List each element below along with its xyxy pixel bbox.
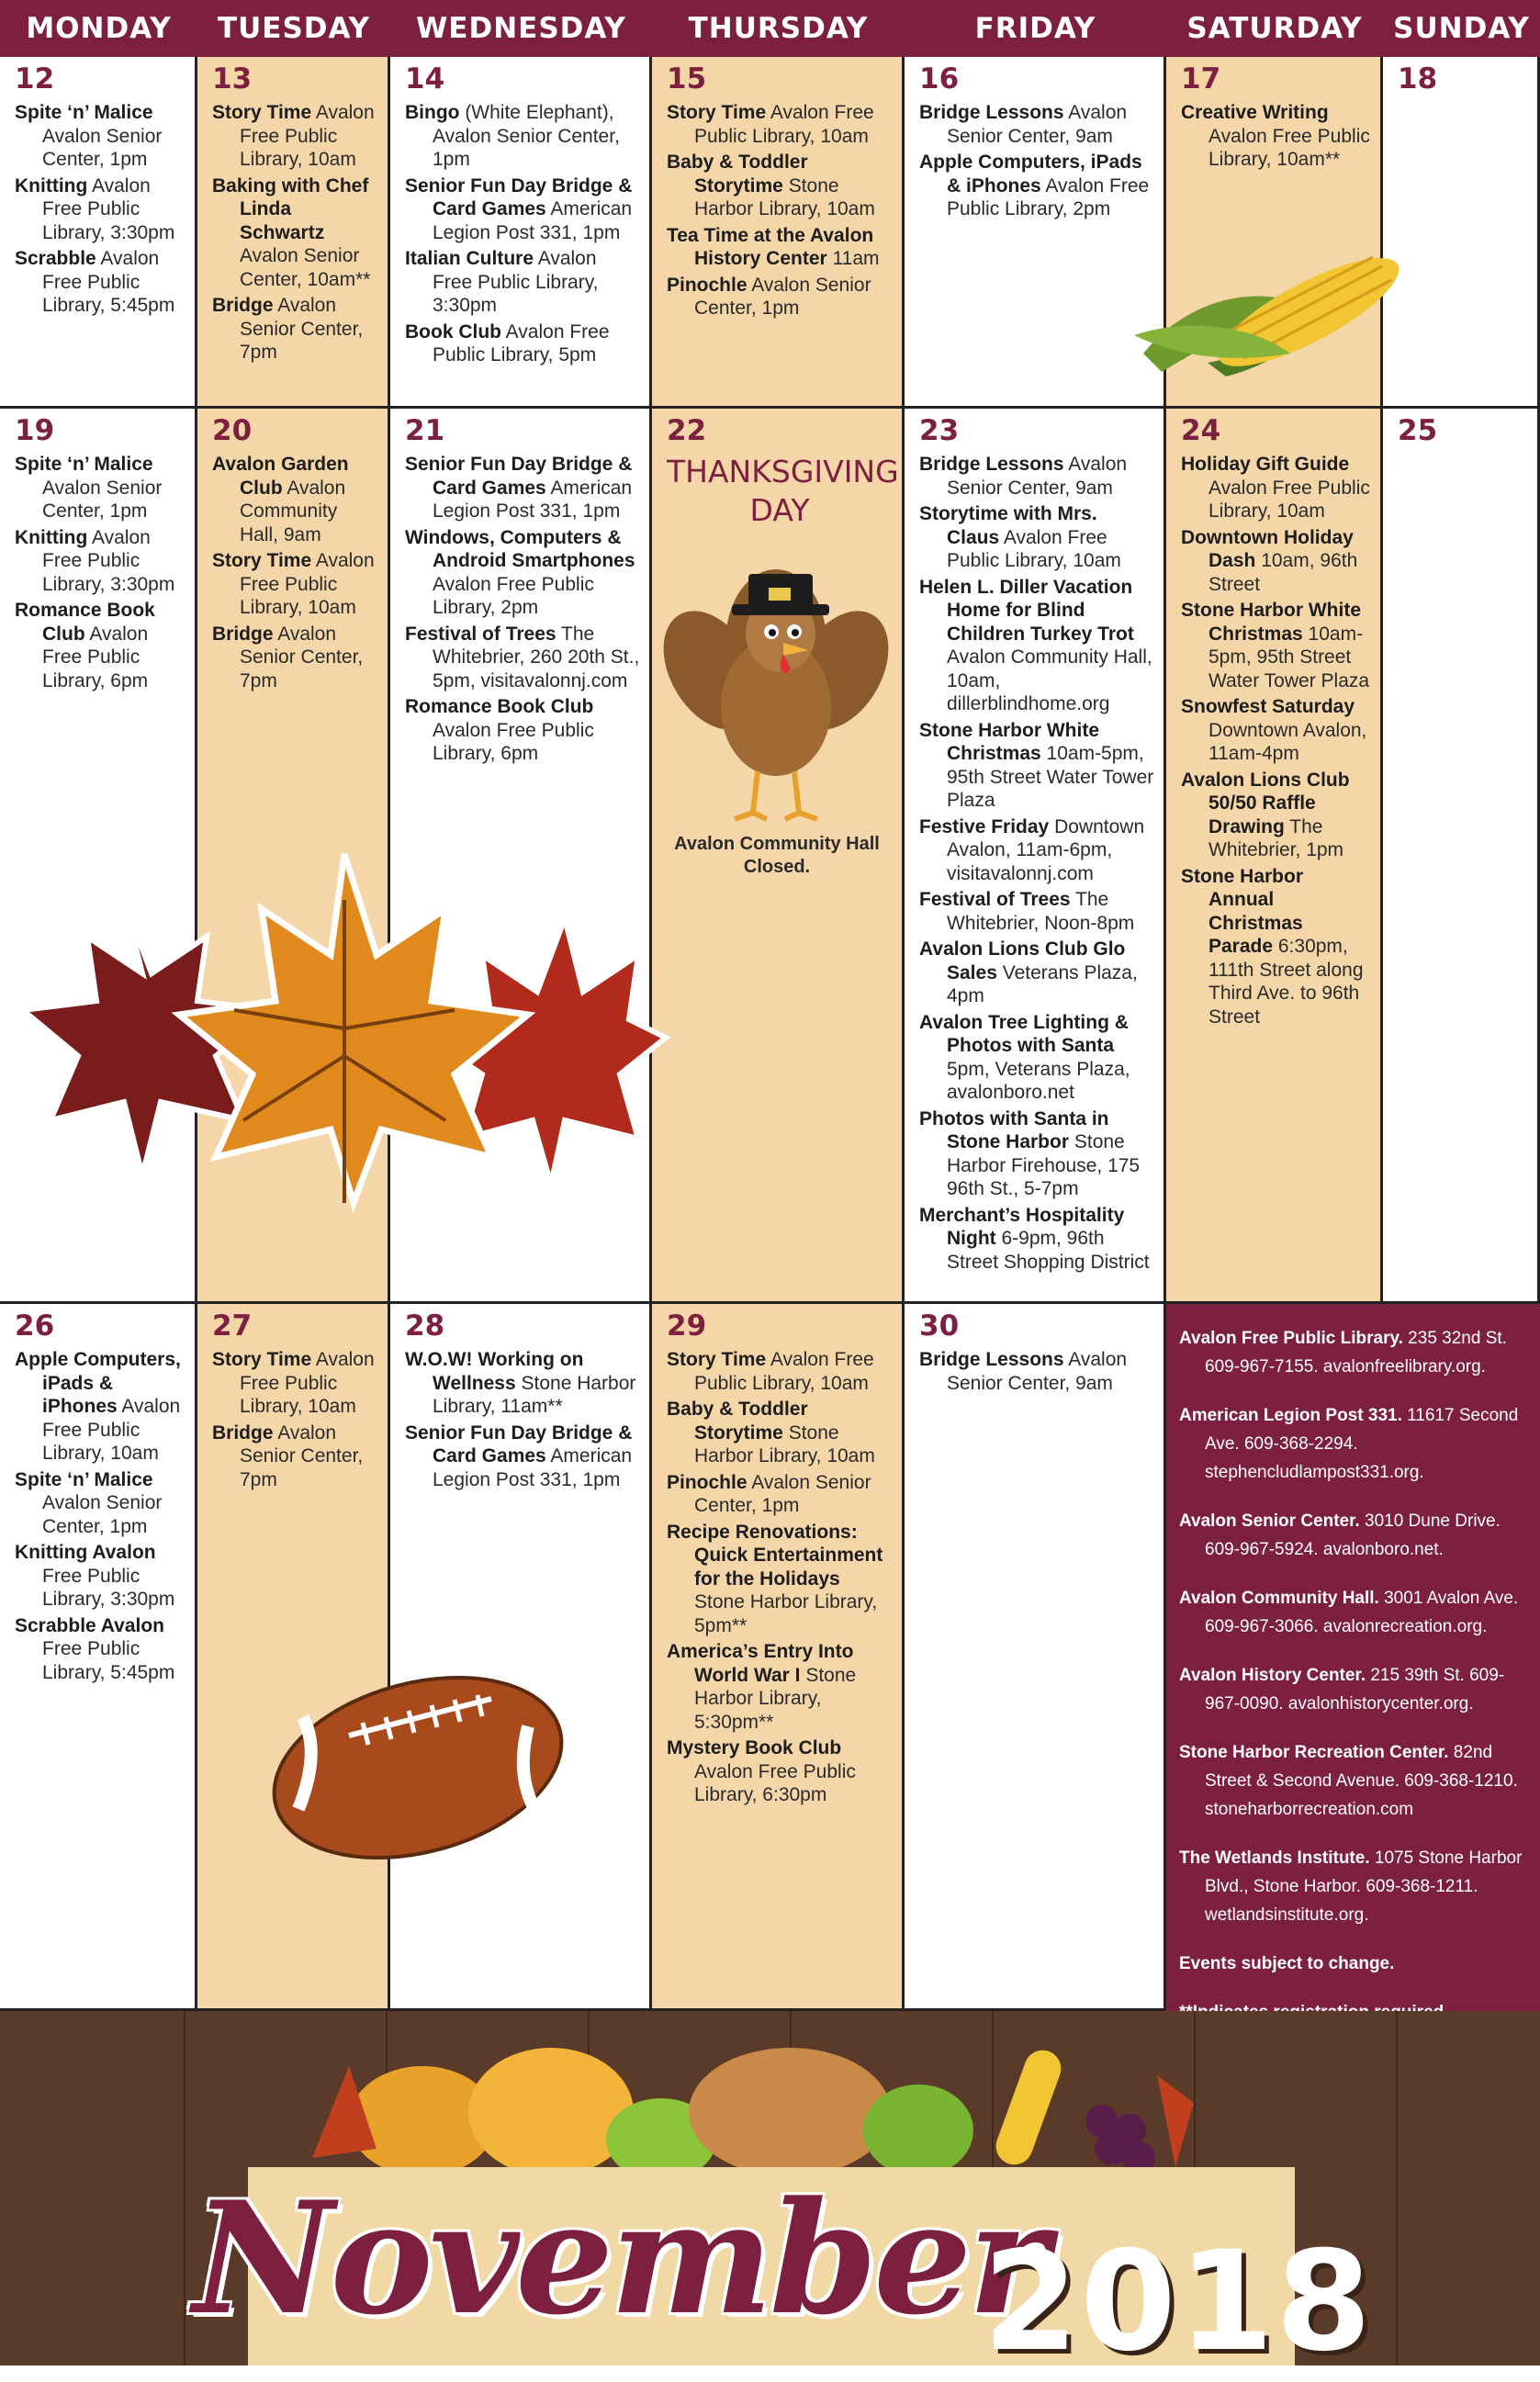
event-detail: Avalon Senior Center, 10am** <box>240 245 371 290</box>
event-detail: 11am <box>826 248 880 269</box>
date-number: 15 <box>667 62 707 96</box>
event-detail: Avalon Free Public Library, 2pm <box>433 573 594 618</box>
venue-entry <box>1179 1401 1527 1487</box>
date-number: 25 <box>1398 414 1438 447</box>
event-item <box>1181 526 1371 597</box>
event-name: Bridge <box>212 1421 274 1444</box>
event-detail: Avalon Free Public Library, 10am <box>694 102 874 147</box>
event-detail: Avalon Free Public Library, 6pm <box>433 719 594 764</box>
event-detail: Free Public Library, 5:45pm <box>42 1638 175 1683</box>
venue-name: Events subject to change. <box>1179 1954 1395 1973</box>
event-name: Bridge Lessons <box>919 454 1064 475</box>
venue-name: Stone Harbor Recreation Center. <box>1179 1743 1449 1762</box>
day-cell-25 <box>1383 409 1540 1304</box>
event-detail: Avalon Senior Center, 1pm <box>42 477 163 522</box>
day-label-tuesday: TUESDAY <box>217 12 371 45</box>
event-detail: American Legion Post 331, 1pm <box>433 477 633 522</box>
event-name: Baby & Toddler Storytime <box>667 152 808 197</box>
event-name: Avalon Lions Club Glo Sales <box>919 938 1126 983</box>
venue-name: Avalon Community Hall. <box>1179 1589 1379 1608</box>
event-item <box>15 526 185 597</box>
venue-detail: 235 32nd St. 609-967-7155. avalonfreelibrary.org. <box>1205 1329 1507 1376</box>
venue-entry <box>1179 1738 1527 1824</box>
event-name: Bridge Lessons <box>919 102 1064 123</box>
event-detail: 5pm, Veterans Plaza, avalonboro.net <box>947 1058 1130 1103</box>
event-item <box>15 1614 185 1685</box>
thanksgiving-note-line2: Closed. <box>743 857 811 877</box>
date-number: 14 <box>405 62 445 96</box>
event-item <box>1181 695 1371 766</box>
event-item <box>919 1107 1154 1201</box>
thanksgiving-note <box>652 833 902 879</box>
event-name: W.O.W! Working on Wellness <box>405 1349 584 1394</box>
event-item <box>1181 101 1371 172</box>
event-name: Bridge Lessons <box>919 1349 1064 1370</box>
event-item <box>405 247 640 318</box>
corn-icon <box>1125 225 1428 381</box>
event-detail: Avalon Community Hall, 9am <box>240 477 346 545</box>
event-name: Scrabble Avalon <box>15 1614 164 1636</box>
event-detail: 10am, 96th Street <box>1208 550 1358 595</box>
event-item <box>667 1398 893 1468</box>
day-label-saturday: SATURDAY <box>1186 12 1363 45</box>
event-name: Story Time <box>212 102 312 123</box>
year-title: 2018 <box>983 2222 1374 2382</box>
event-item <box>919 1348 1154 1395</box>
event-name: Storytime with Mrs. Claus <box>919 503 1097 548</box>
thanksgiving-title-line1: THANKSGIVING <box>667 454 899 489</box>
event-item <box>212 1348 378 1419</box>
event-name: Story Time <box>667 102 767 123</box>
thanksgiving-note-line1: Avalon Community Hall <box>674 834 880 854</box>
event-item <box>919 101 1154 148</box>
event-detail: Stone Harbor Library, 11am** <box>433 1372 636 1417</box>
event-detail: Avalon Free Public Library, 10am <box>947 526 1121 571</box>
date-number: 21 <box>405 414 445 447</box>
date-number: 28 <box>405 1309 445 1343</box>
event-name: Senior Fun Day Bridge & Card Games <box>405 174 633 219</box>
event-detail: Avalon Free Public Library, 3:30pm <box>42 174 175 243</box>
event-name: Knitting Avalon <box>15 1542 156 1563</box>
event-detail: Avalon Free Public Library, 10am** <box>1208 125 1370 170</box>
event-item <box>667 1521 893 1638</box>
event-item <box>405 174 640 245</box>
date-number: 24 <box>1181 414 1221 447</box>
event-name: Festival of Trees <box>405 623 556 645</box>
event-name: America’s Entry Into World War I <box>667 1641 854 1686</box>
event-item <box>919 1204 1154 1275</box>
event-name: Romance Book Club <box>405 696 594 717</box>
event-detail: Stone Harbor Library, 5pm** <box>694 1591 878 1636</box>
event-item <box>919 502 1154 573</box>
month-title: November <box>193 2167 1046 2349</box>
day-label-thursday: THURSDAY <box>688 12 869 45</box>
event-detail: Avalon Senior Center, 9am <box>947 1349 1128 1394</box>
event-item <box>919 1011 1154 1105</box>
event-name: Downtown Holiday Dash <box>1181 526 1354 571</box>
event-item <box>212 453 378 546</box>
event-name: Apple Computers, iPads & iPhones <box>15 1349 181 1417</box>
event-name: Tea Time at the Avalon History Center <box>667 224 874 269</box>
event-item <box>919 815 1154 886</box>
event-item <box>919 576 1154 716</box>
day-cell-28 <box>390 1304 652 2011</box>
event-detail: 6-9pm, 96th Street Shopping District <box>947 1228 1150 1273</box>
date-number: 27 <box>212 1309 253 1343</box>
event-detail: American Legion Post 331, 1pm <box>433 198 633 243</box>
event-name: Avalon Garden Club <box>212 454 349 499</box>
event-name: Creative Writing <box>1181 102 1329 123</box>
event-detail: Avalon Senior Center, 9am <box>947 102 1128 147</box>
event-detail: Avalon Senior Center, 1pm <box>694 1471 871 1516</box>
event-item <box>667 224 893 271</box>
event-item <box>667 1471 893 1518</box>
event-item <box>405 526 640 620</box>
event-item <box>667 1736 893 1807</box>
event-detail: Avalon Free Public Library, 10am <box>694 1349 874 1394</box>
date-number: 16 <box>919 62 960 96</box>
event-detail: Avalon Senior Center, 7pm <box>240 1421 364 1490</box>
day-cell-12 <box>0 57 197 409</box>
event-item <box>405 101 640 172</box>
event-detail: (White Elephant), Avalon Senior Center, 1pm <box>433 102 620 170</box>
event-name: Recipe Renovations: Quick Entertainment for the Holidays <box>667 1521 883 1590</box>
event-item <box>405 695 640 766</box>
event-name: Bridge <box>212 623 274 645</box>
event-name: Festival of Trees <box>919 889 1071 910</box>
venue-name: The Wetlands Institute. <box>1179 1848 1370 1868</box>
event-item <box>919 938 1154 1008</box>
date-number: 13 <box>212 62 253 96</box>
event-name: Scrabble <box>15 248 96 269</box>
event-name: Bridge <box>212 295 274 316</box>
event-detail: Avalon Free Public Library, 5:45pm <box>42 248 175 316</box>
maple-leaves-icon <box>14 845 675 1212</box>
venue-name: Avalon Senior Center. <box>1179 1511 1360 1531</box>
event-name: Festive Friday <box>919 815 1050 837</box>
event-item <box>1181 453 1371 523</box>
event-name: Merchant’s Hospitality Night <box>919 1204 1125 1249</box>
event-detail: Avalon Senior Center, 7pm <box>240 623 364 691</box>
event-item <box>1181 865 1371 1029</box>
event-item <box>212 174 378 292</box>
event-detail: Avalon Free Public Library, 3:30pm <box>433 248 599 316</box>
day-cell-15 <box>652 57 905 409</box>
venue-info-panel <box>1166 1304 1540 2011</box>
event-item <box>15 247 185 318</box>
event-detail: Avalon Senior Center, 9am <box>947 454 1128 499</box>
event-detail: Free Public Library, 3:30pm <box>42 1565 175 1610</box>
event-name: Pinochle <box>667 274 748 296</box>
weekday-header <box>0 0 1540 57</box>
date-number: 18 <box>1398 62 1438 96</box>
venue-entry <box>1179 1584 1527 1641</box>
venue-entry <box>1179 1844 1527 1929</box>
event-name: Book Club <box>405 320 501 343</box>
date-number: 30 <box>919 1309 960 1343</box>
event-item <box>15 174 185 245</box>
event-item <box>15 1468 185 1539</box>
event-name: Mystery Book Club <box>667 1737 842 1758</box>
event-item <box>405 623 640 693</box>
event-name: Knitting <box>15 174 88 197</box>
date-number: 17 <box>1181 62 1221 96</box>
event-name: Apple Computers, iPads & iPhones <box>919 152 1142 197</box>
day-cell-27 <box>197 1304 390 2011</box>
day-label-friday: FRIDAY <box>974 12 1096 45</box>
event-item <box>667 101 893 148</box>
event-name: Knitting <box>15 526 88 548</box>
venue-name: Avalon Free Public Library. <box>1179 1329 1403 1348</box>
event-name: Romance Book Club <box>15 600 155 645</box>
event-detail: 10am-5pm, 95th Street Water Tower Plaza <box>1208 623 1370 691</box>
venue-detail: 11617 Second Ave. 609-368-2294. stephencludlampost331.org. <box>1205 1406 1519 1482</box>
event-item <box>15 599 185 692</box>
event-name: Baby & Toddler Storytime <box>667 1399 808 1444</box>
event-detail: Stone Harbor Library, 10am <box>694 174 875 219</box>
day-label-monday: MONDAY <box>26 12 172 45</box>
event-detail: The Whitebrier, 260 20th St., 5pm, visitavalonnj.com <box>433 623 640 691</box>
turkey-pilgrim-icon <box>657 551 895 826</box>
date-number: 26 <box>15 1309 55 1343</box>
event-name: Snowfest Saturday <box>1181 696 1355 717</box>
event-name: Senior Fun Day Bridge & Card Games <box>405 454 633 499</box>
venue-detail: 1075 Stone Harbor Blvd., Stone Harbor. 609-368-1211. wetlandsinstitute.org. <box>1205 1848 1523 1925</box>
venue-name: Avalon History Center. <box>1179 1666 1366 1685</box>
event-item <box>667 151 893 221</box>
event-name: Stone Harbor Annual Christmas Parade <box>1181 865 1304 957</box>
event-name: Windows, Computers & Android Smartphones <box>405 526 635 571</box>
thanksgiving-title <box>667 453 899 530</box>
day-cell-29 <box>652 1304 905 2011</box>
event-item <box>919 888 1154 935</box>
day-cell-13 <box>197 57 390 409</box>
event-item <box>667 1640 893 1734</box>
event-item <box>15 1348 185 1466</box>
event-detail: American Legion Post 331, 1pm <box>433 1445 633 1490</box>
event-detail: Avalon Free Public Library, 3:30pm <box>42 526 175 595</box>
event-detail: The Whitebrier, 1pm <box>1208 815 1344 860</box>
event-detail: Downtown Avalon, 11am-4pm <box>1208 719 1367 764</box>
event-item <box>405 1348 640 1419</box>
venue-entry <box>1179 1507 1527 1564</box>
event-name: Stone Harbor White Christmas <box>1181 600 1362 645</box>
event-detail: Avalon Free Public Library, 5pm <box>433 320 610 365</box>
thanksgiving-title-line2: DAY <box>749 492 810 528</box>
venue-entry <box>1179 1661 1527 1718</box>
event-detail: Stone Harbor Library, 10am <box>694 1421 875 1466</box>
venue-entry <box>1179 1949 1527 1978</box>
event-item <box>919 453 1154 500</box>
event-detail: Avalon Free Public Library, 10am <box>42 1396 181 1464</box>
event-item <box>212 294 378 365</box>
venue-detail: 3001 Avalon Ave. 609-967-3066. avalonrecreation.org. <box>1205 1589 1519 1636</box>
event-item <box>405 320 640 367</box>
event-detail: Avalon Free Public Library, 10am <box>240 102 375 170</box>
day-label-wednesday: WEDNESDAY <box>416 12 626 45</box>
event-item <box>919 151 1154 221</box>
event-name: Photos with Santa in Stone Harbor <box>919 1107 1109 1152</box>
event-name: Holiday Gift Guide <box>1181 454 1350 475</box>
date-number: 20 <box>212 414 253 447</box>
event-detail: Avalon Senior Center, 1pm <box>694 274 871 319</box>
event-name: Italian Culture <box>405 248 534 269</box>
event-detail: 10am-5pm, 95th Street Water Tower Plaza <box>947 743 1154 811</box>
event-detail: Downtown Avalon, 11am-6pm, visitavalonnj.com <box>947 815 1145 884</box>
event-name: Story Time <box>212 1349 312 1370</box>
event-item <box>15 453 185 523</box>
event-name: Story Time <box>667 1349 767 1370</box>
event-name: Story Time <box>212 550 312 571</box>
event-name: Bingo <box>405 102 460 123</box>
event-item <box>667 1348 893 1395</box>
venue-detail: 82nd Street & Second Avenue. 609-368-1210. stoneharborrecreation.com <box>1205 1743 1518 1819</box>
event-name: Spite ‘n’ Malice <box>15 102 153 123</box>
day-cell-26 <box>0 1304 197 2011</box>
event-name: Baking with Chef Linda Schwartz <box>212 174 369 243</box>
event-detail: Avalon Free Public Library, 10am <box>240 550 375 618</box>
event-detail: Avalon Senior Center, 1pm <box>42 1492 163 1537</box>
event-detail: Avalon Free Public Library, 10am <box>240 1349 375 1417</box>
football-icon <box>262 1662 574 1873</box>
event-detail: Avalon Free Public Library, 6:30pm <box>694 1760 856 1805</box>
event-item <box>212 549 378 620</box>
date-number: 19 <box>15 414 55 447</box>
event-detail: 6:30pm, 111th Street along Third Ave. to 96th Street <box>1208 936 1364 1028</box>
event-item <box>667 274 893 320</box>
event-name: Avalon Lions Club 50/50 Raffle Drawing <box>1181 769 1350 837</box>
event-detail: The Whitebrier, Noon-8pm <box>947 889 1135 934</box>
event-item <box>1181 599 1371 692</box>
event-detail: Stone Harbor Library, 5:30pm** <box>694 1664 857 1733</box>
venue-detail: 215 39th St. 609-967-0090. avalonhistorycenter.org. <box>1205 1666 1505 1713</box>
day-cell-24 <box>1166 409 1383 1304</box>
date-number: 22 <box>667 414 707 447</box>
event-item <box>15 101 185 172</box>
event-detail: Avalon Senior Center, 7pm <box>240 295 364 363</box>
event-item <box>1181 769 1371 862</box>
event-item <box>919 719 1154 813</box>
event-item <box>405 453 640 523</box>
event-detail: Avalon Free Public Library, 6pm <box>42 623 149 691</box>
venue-entry <box>1179 1324 1527 1381</box>
venue-detail: 3010 Dune Drive. 609-967-5924. avalonboro.net. <box>1205 1511 1501 1559</box>
event-item <box>405 1421 640 1492</box>
day-cell-14 <box>390 57 652 409</box>
event-name: Helen L. Diller Vacation Home for Blind Children Turkey Trot <box>919 576 1134 645</box>
event-detail: Avalon Community Hall, 10am, dillerblindhome.org <box>947 646 1152 714</box>
event-item <box>212 1421 378 1492</box>
event-detail: Avalon Senior Center, 1pm <box>42 125 163 170</box>
venue-name: American Legion Post 331. <box>1179 1406 1402 1425</box>
event-item <box>15 1541 185 1612</box>
day-label-sunday: SUNDAY <box>1393 12 1530 45</box>
event-detail: Stone Harbor Firehouse, 175 96th St., 5-7pm <box>947 1131 1141 1199</box>
day-cell-23 <box>905 409 1166 1304</box>
event-name: Pinochle <box>667 1471 748 1493</box>
event-name: Avalon Tree Lighting & Photos with Santa <box>919 1011 1129 1056</box>
event-detail: Avalon Free Public Library, 10am <box>1208 477 1370 522</box>
day-cell-22 <box>652 409 905 1304</box>
event-detail: Veterans Plaza, 4pm <box>947 961 1138 1006</box>
day-cell-30 <box>905 1304 1166 2011</box>
event-detail: Avalon Free Public Library, 2pm <box>947 174 1150 219</box>
event-name: Spite ‘n’ Malice <box>15 1468 153 1490</box>
event-name: Senior Fun Day Bridge & Card Games <box>405 1421 633 1466</box>
date-number: 29 <box>667 1309 707 1343</box>
date-number: 12 <box>15 62 55 96</box>
event-item <box>212 623 378 693</box>
event-name: Stone Harbor White Christmas <box>919 719 1100 764</box>
date-number: 23 <box>919 414 960 447</box>
event-name: Spite ‘n’ Malice <box>15 454 153 475</box>
event-item <box>212 101 378 172</box>
